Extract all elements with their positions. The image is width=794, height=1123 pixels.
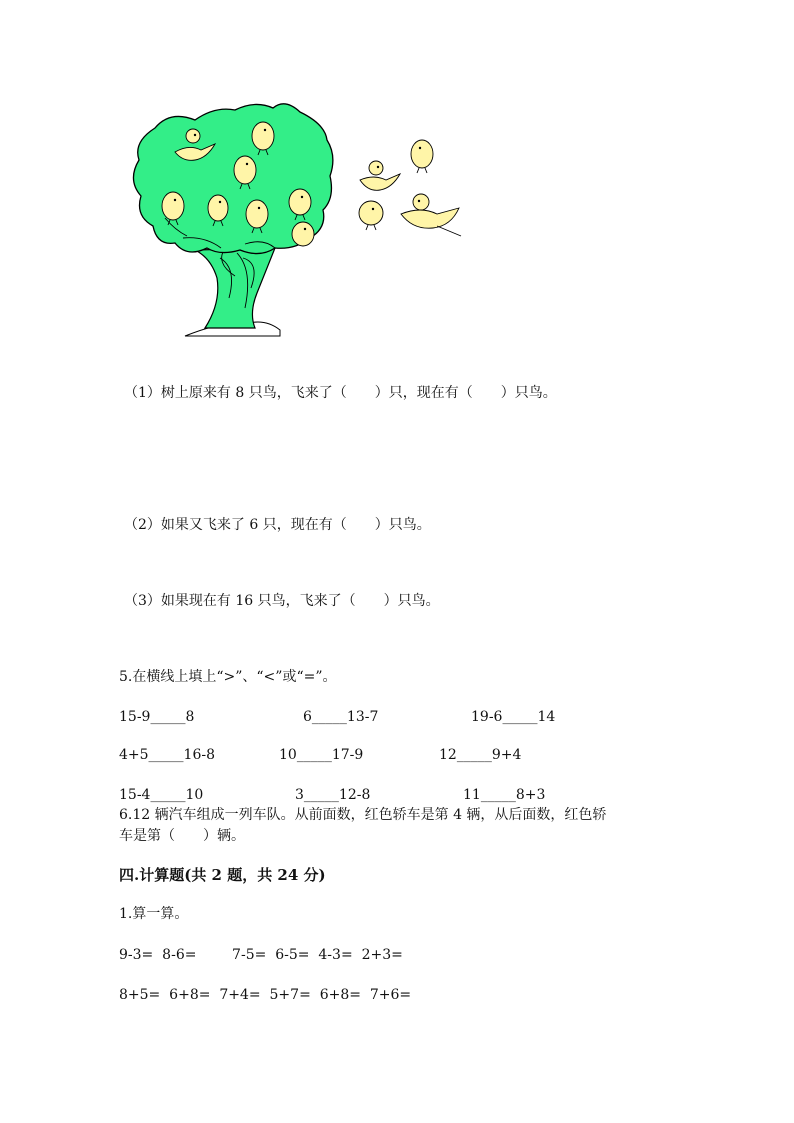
- section-heading: 四.计算题(共 2 题，共 24 分): [119, 866, 326, 884]
- q5-item: 19-6_____14: [471, 709, 556, 725]
- tree-with-birds-illustration: [125, 98, 470, 343]
- q6-line-1: 6.12 辆汽车组成一列车队。从前面数，红色轿车是第 4 辆，从后面数，红色轿: [119, 807, 607, 823]
- q5-item: 12_____9+4: [439, 747, 522, 763]
- q5-item: 11_____8+3: [463, 787, 546, 803]
- bird-icon: [360, 161, 400, 190]
- q5-item: 15-4_____10: [119, 787, 204, 803]
- q5-item: 10_____17-9: [279, 747, 364, 763]
- q5-item: 3_____12-8: [295, 787, 371, 803]
- calc-row-2: 8+5= 6+8= 7+4= 5+7= 6+8= 7+6=: [119, 987, 412, 1003]
- q5-item: 15-9_____8: [119, 709, 195, 725]
- q4-subquestion-1: （1）树上原来有 8 只鸟，飞来了（ ）只，现在有（ ）只鸟。: [124, 385, 557, 401]
- tree-trunk: [195, 248, 275, 328]
- q5-title: 5.在横线上填上“>”、“<”或“=”。: [119, 669, 337, 685]
- q4-subquestion-2: （2）如果又飞来了 6 只，现在有（ ）只鸟。: [124, 517, 431, 533]
- question-title: 1.算一算。: [119, 906, 189, 922]
- calc-row-1: 9-3= 8-6= 7-5= 6-5= 4-3= 2+3=: [119, 947, 403, 963]
- q4-subquestion-3: （3）如果现在有 16 只鸟，飞来了（ ）只鸟。: [124, 593, 440, 609]
- q5-item: 4+5_____16-8: [119, 747, 215, 763]
- bird-icon: [401, 194, 461, 236]
- q5-item: 6_____13-7: [303, 709, 379, 725]
- bird-icon: [411, 140, 433, 173]
- bird-icon: [359, 201, 383, 230]
- q6-line-2: 车是第（ ）辆。: [119, 828, 245, 844]
- bird-icon: [292, 222, 314, 246]
